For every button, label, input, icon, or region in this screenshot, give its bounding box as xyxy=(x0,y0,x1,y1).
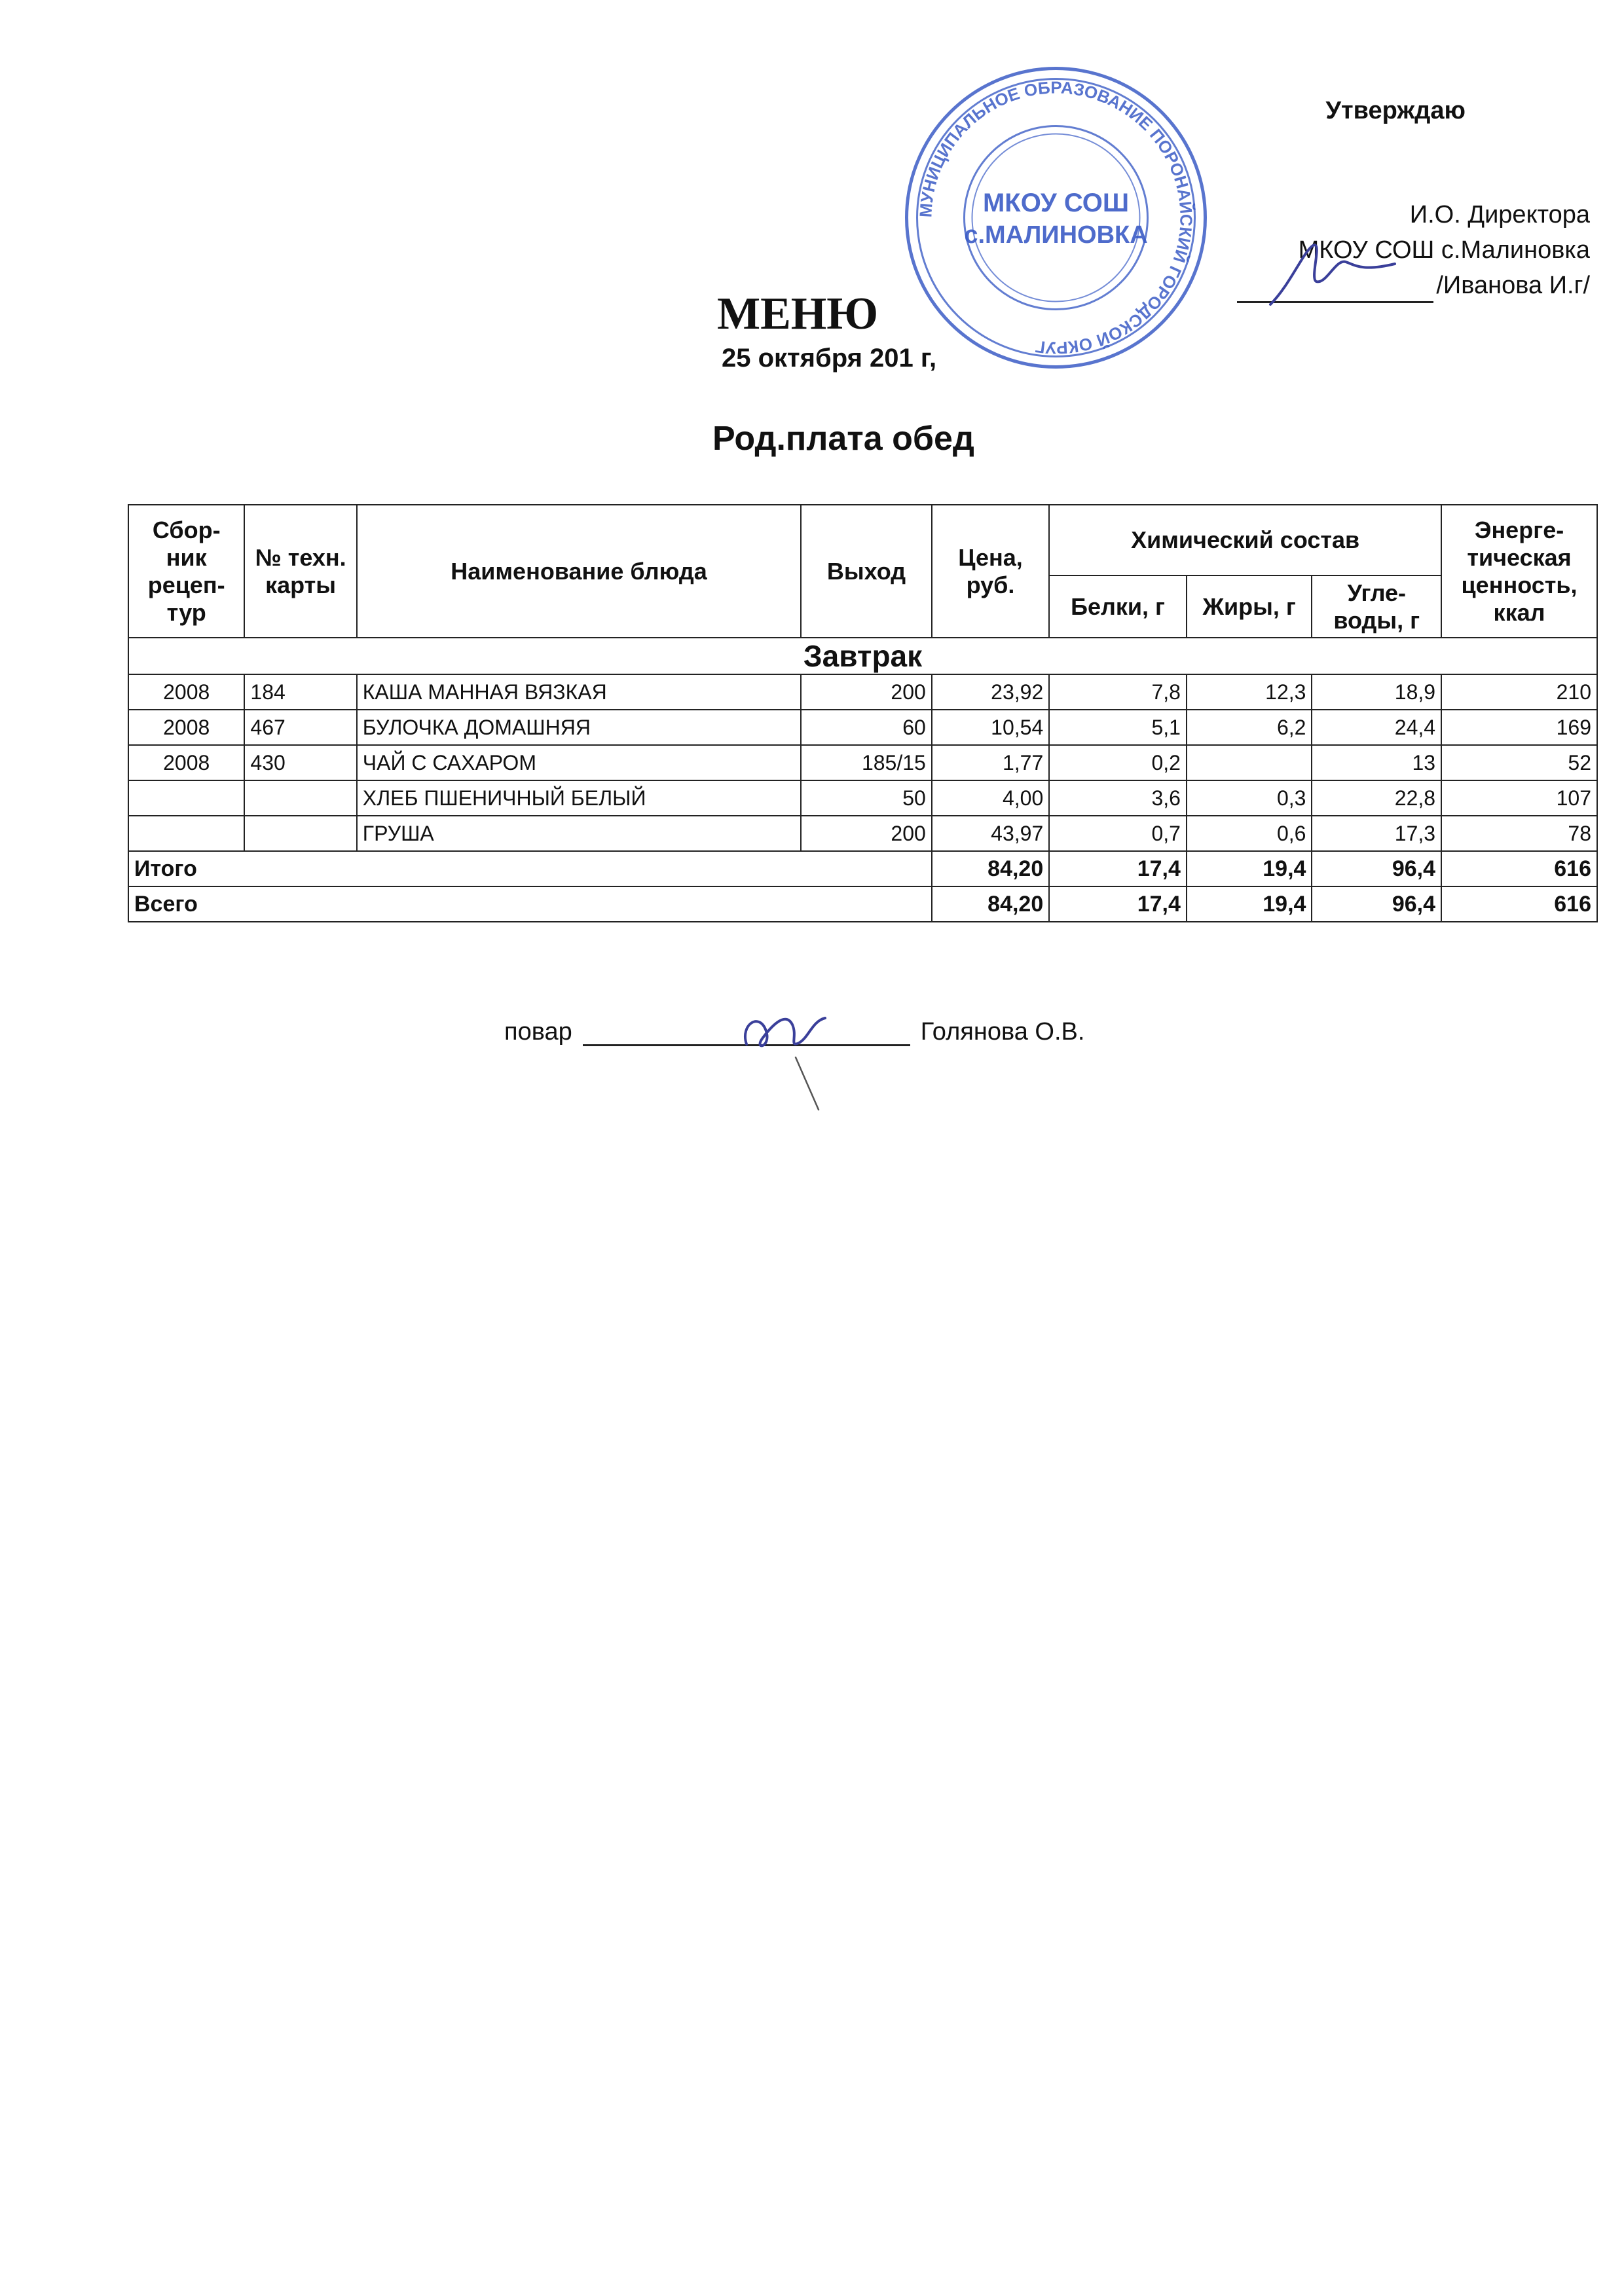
cell-dish: КАША МАННАЯ ВЯЗКАЯ xyxy=(357,674,801,710)
cell-fats: 12,3 xyxy=(1187,674,1312,710)
header-collection: Сбор-ник рецеп-тур xyxy=(128,505,244,638)
cell-dish: ГРУША xyxy=(357,816,801,851)
menu-subtitle: Род.плата обед xyxy=(712,420,974,458)
cell-collection: 2008 xyxy=(128,710,244,745)
header-carbs: Угле-воды, г xyxy=(1312,575,1441,638)
stamp-ring-text: МУНИЦИПАЛЬНОЕ ОБРАЗОВАНИЕ ПОРОНАЙСКИЙ ГОРОДСКОЙ ОКРУГ xyxy=(915,77,1196,358)
approval-signer: /Иванова И.г/ xyxy=(1436,272,1590,299)
stamp-center-line2: с.МАЛИНОВКА xyxy=(964,221,1148,249)
cell-card xyxy=(244,816,356,851)
meal-name: Завтрак xyxy=(128,638,1597,674)
header-proteins: Белки, г xyxy=(1049,575,1187,638)
table-row xyxy=(128,710,1597,745)
header-energy: Энерге-тическая ценность, ккал xyxy=(1441,505,1597,638)
cell-carbs: 22,8 xyxy=(1312,780,1441,816)
total-price: 84,20 xyxy=(932,851,1049,886)
cook-label: повар xyxy=(504,1018,572,1046)
approval-org: МКОУ СОШ с.Малиновка xyxy=(1298,236,1590,264)
meal-row xyxy=(128,638,1597,674)
cell-collection xyxy=(128,780,244,816)
cell-fats: 0,3 xyxy=(1187,780,1312,816)
cell-carbs: 24,4 xyxy=(1312,710,1441,745)
cell-output: 50 xyxy=(801,780,932,816)
grand-total-price: 84,20 xyxy=(932,886,1049,922)
cell-price: 1,77 xyxy=(932,745,1049,780)
table-row xyxy=(128,674,1597,710)
cell-card: 430 xyxy=(244,745,356,780)
header-tech-card: № техн. карты xyxy=(244,505,356,638)
director-signature xyxy=(1264,232,1408,311)
header-output: Выход xyxy=(801,505,932,638)
total-fats: 19,4 xyxy=(1187,851,1312,886)
grand-total-energy: 616 xyxy=(1441,886,1597,922)
cell-fats: 6,2 xyxy=(1187,710,1312,745)
cell-card: 184 xyxy=(244,674,356,710)
total-carbs: 96,4 xyxy=(1312,851,1441,886)
cell-collection: 2008 xyxy=(128,745,244,780)
table-row xyxy=(128,780,1597,816)
cell-proteins: 5,1 xyxy=(1049,710,1187,745)
menu-date: 25 октября 201 г, xyxy=(722,344,937,373)
table-row xyxy=(128,745,1597,780)
total-energy: 616 xyxy=(1441,851,1597,886)
cell-output: 200 xyxy=(801,816,932,851)
approval-position: И.О. Директора xyxy=(1409,201,1590,228)
cell-price: 43,97 xyxy=(932,816,1049,851)
cook-signature xyxy=(733,985,851,1116)
menu-table xyxy=(128,504,1598,922)
stamp-center-line1: МКОУ СОШ xyxy=(982,189,1130,217)
header-chem: Химический состав xyxy=(1049,505,1441,575)
cell-output: 200 xyxy=(801,674,932,710)
header-dish: Наименование блюда xyxy=(357,505,801,638)
grand-total-row xyxy=(128,886,1597,922)
cell-card xyxy=(244,780,356,816)
cell-proteins: 0,2 xyxy=(1049,745,1187,780)
cell-proteins: 7,8 xyxy=(1049,674,1187,710)
page-title: МЕНЮ xyxy=(717,289,879,339)
cell-dish: ЧАЙ С САХАРОМ xyxy=(357,745,801,780)
cell-energy: 52 xyxy=(1441,745,1597,780)
cell-card: 467 xyxy=(244,710,356,745)
header-fats: Жиры, г xyxy=(1187,575,1312,638)
grand-total-carbs: 96,4 xyxy=(1312,886,1441,922)
cell-fats xyxy=(1187,745,1312,780)
cook-name: Голянова О.В. xyxy=(920,1018,1085,1046)
organization-stamp xyxy=(900,62,1211,373)
approval-heading: Утверждаю xyxy=(1325,97,1466,124)
cell-dish: ХЛЕБ ПШЕНИЧНЫЙ БЕЛЫЙ xyxy=(357,780,801,816)
table-row xyxy=(128,816,1597,851)
header-price: Цена, руб. xyxy=(932,505,1049,638)
cell-output: 60 xyxy=(801,710,932,745)
cell-energy: 169 xyxy=(1441,710,1597,745)
cell-output: 185/15 xyxy=(801,745,932,780)
cell-carbs: 17,3 xyxy=(1312,816,1441,851)
total-row xyxy=(128,851,1597,886)
total-proteins: 17,4 xyxy=(1049,851,1187,886)
cell-price: 10,54 xyxy=(932,710,1049,745)
cell-collection: 2008 xyxy=(128,674,244,710)
cell-energy: 107 xyxy=(1441,780,1597,816)
cell-proteins: 0,7 xyxy=(1049,816,1187,851)
cell-price: 23,92 xyxy=(932,674,1049,710)
total-label: Итого xyxy=(128,851,932,886)
cell-proteins: 3,6 xyxy=(1049,780,1187,816)
cell-energy: 210 xyxy=(1441,674,1597,710)
cell-collection xyxy=(128,816,244,851)
cell-price: 4,00 xyxy=(932,780,1049,816)
cell-carbs: 13 xyxy=(1312,745,1441,780)
grand-total-proteins: 17,4 xyxy=(1049,886,1187,922)
cell-carbs: 18,9 xyxy=(1312,674,1441,710)
grand-total-fats: 19,4 xyxy=(1187,886,1312,922)
grand-total-label: Всего xyxy=(128,886,932,922)
cell-fats: 0,6 xyxy=(1187,816,1312,851)
cell-energy: 78 xyxy=(1441,816,1597,851)
cell-dish: БУЛОЧКА ДОМАШНЯЯ xyxy=(357,710,801,745)
